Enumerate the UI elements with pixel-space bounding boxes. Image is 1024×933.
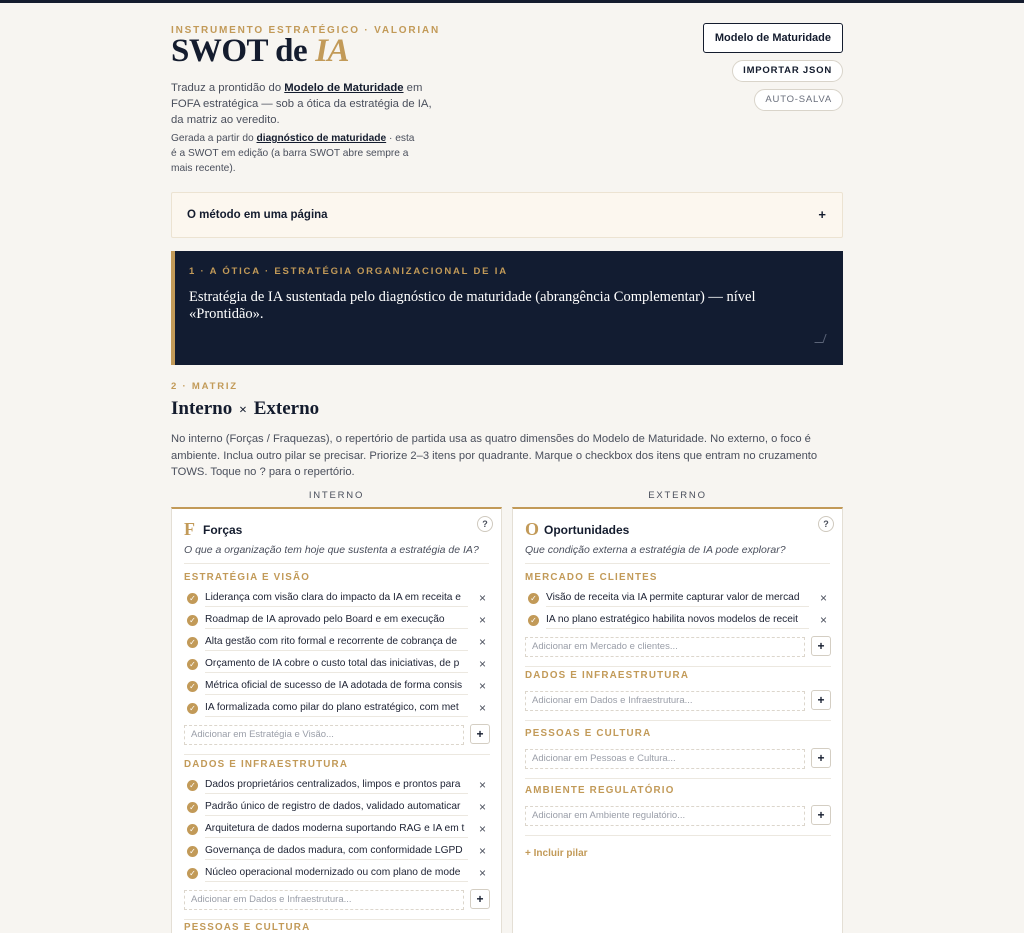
matrix-title-times: × bbox=[238, 403, 247, 418]
maturity-model-link[interactable]: Modelo de Maturidade bbox=[284, 82, 404, 94]
pillar-strategy bbox=[184, 572, 490, 755]
pillar-title: DADOS E INFRAESTRUTURA bbox=[525, 670, 690, 681]
opportunities-title: Oportunidades bbox=[544, 523, 630, 537]
divider bbox=[525, 720, 831, 721]
pillar-data bbox=[184, 759, 490, 920]
strengths-card bbox=[171, 507, 502, 933]
add-item-button[interactable]: + bbox=[811, 690, 831, 710]
opportunities-question: Que condição externa a estratégia de IA pode explorar? bbox=[525, 544, 786, 556]
divider bbox=[525, 835, 831, 836]
remove-icon[interactable]: × bbox=[478, 778, 486, 792]
add-item-button[interactable]: + bbox=[470, 889, 490, 909]
lens-textarea[interactable]: Estratégia de IA sustentada pelo diagnóstico de maturidade (abrangência Complementar) — nível «Prontidão». bbox=[189, 289, 756, 322]
resize-handle-icon[interactable] bbox=[814, 334, 826, 343]
method-accordion-label: O método em uma página bbox=[187, 209, 328, 221]
matrix-title-right: Externo bbox=[253, 398, 320, 419]
remove-icon[interactable]: × bbox=[478, 822, 486, 836]
strengths-title: Forças bbox=[203, 523, 243, 537]
checkbox-checked-icon[interactable]: ✓ bbox=[187, 846, 198, 857]
pillar-title: PESSOAS E CULTURA bbox=[525, 728, 652, 739]
maturity-model-button[interactable]: Modelo de Maturidade bbox=[703, 23, 843, 53]
add-item-input[interactable]: Adicionar em Dados e Infraestrutura... bbox=[184, 890, 464, 910]
autosave-badge: AUTO-SALVA bbox=[754, 89, 843, 111]
add-pillar-link[interactable]: + Incluir pilar bbox=[525, 848, 588, 859]
page-title bbox=[171, 33, 349, 70]
divider bbox=[184, 919, 490, 920]
item-text[interactable]: Visão de receita via IA permite capturar valor de mercad bbox=[546, 592, 809, 607]
list-item bbox=[184, 588, 490, 610]
remove-icon[interactable]: × bbox=[819, 613, 827, 627]
checkbox-checked-icon[interactable]: ✓ bbox=[528, 615, 539, 626]
remove-icon[interactable]: × bbox=[478, 613, 486, 627]
expand-icon[interactable]: + bbox=[818, 207, 826, 222]
strengths-question: O que a organização tem hoje que sustenta a estratégia de IA? bbox=[184, 544, 479, 556]
checkbox-checked-icon[interactable]: ✓ bbox=[187, 593, 198, 604]
remove-icon[interactable]: × bbox=[478, 701, 486, 715]
title-accent: IA bbox=[315, 33, 350, 69]
item-text[interactable]: Governança de dados madura, com conformidade LGPD bbox=[205, 845, 468, 860]
checkbox-checked-icon[interactable]: ✓ bbox=[187, 703, 198, 714]
list-item bbox=[184, 841, 490, 863]
opportunities-help-icon[interactable]: ? bbox=[818, 516, 834, 532]
opportunities-card bbox=[512, 507, 843, 933]
intro-text-before: Traduz a prontidão do bbox=[171, 82, 285, 94]
remove-icon[interactable]: × bbox=[478, 800, 486, 814]
list-item bbox=[184, 819, 490, 841]
list-item bbox=[184, 797, 490, 819]
intro-text bbox=[171, 80, 446, 128]
list-item bbox=[184, 632, 490, 654]
checkbox-checked-icon[interactable]: ✓ bbox=[187, 868, 198, 879]
checkbox-checked-icon[interactable]: ✓ bbox=[528, 593, 539, 604]
list-item bbox=[184, 775, 490, 797]
pillar-title: PESSOAS E CULTURA bbox=[184, 922, 311, 933]
item-text[interactable]: IA formalizada como pilar do plano estratégico, com met bbox=[205, 702, 468, 717]
opportunities-letter: O bbox=[525, 519, 540, 539]
add-item-row bbox=[184, 723, 490, 751]
checkbox-checked-icon[interactable]: ✓ bbox=[187, 637, 198, 648]
divider bbox=[184, 563, 489, 564]
lens-eyebrow: 1 · A ÓTICA · ESTRATÉGIA ORGANIZACIONAL DE IA bbox=[189, 266, 508, 277]
pillar-regulatory bbox=[525, 785, 831, 836]
intro-text-after: em FOFA estratégica — sob a ótica da estratégia de IA, da matriz ao veredito. bbox=[171, 82, 432, 126]
remove-icon[interactable]: × bbox=[819, 591, 827, 605]
list-item bbox=[184, 698, 490, 720]
add-item-button[interactable]: + bbox=[470, 724, 490, 744]
list-item bbox=[184, 654, 490, 676]
pillar-title: ESTRATÉGIA E VISÃO bbox=[184, 572, 311, 583]
add-item-input[interactable]: Adicionar em Pessoas e Cultura... bbox=[525, 749, 805, 769]
pillar-market bbox=[525, 572, 831, 667]
checkbox-checked-icon[interactable]: ✓ bbox=[187, 802, 198, 813]
matrix-title bbox=[171, 398, 319, 420]
add-item-input[interactable]: Adicionar em Mercado e clientes... bbox=[525, 637, 805, 657]
header-eyebrow: INSTRUMENTO ESTRATÉGICO · VALORIAN bbox=[171, 25, 440, 36]
add-item-row bbox=[184, 888, 490, 916]
add-item-button[interactable]: + bbox=[811, 636, 831, 656]
divider bbox=[525, 666, 831, 667]
add-item-row bbox=[525, 689, 831, 717]
strengths-help-icon[interactable]: ? bbox=[477, 516, 493, 532]
checkbox-checked-icon[interactable]: ✓ bbox=[187, 824, 198, 835]
generation-note-after: · esta é a SWOT em edição (a barra SWOT abre sempre a mais recente). bbox=[171, 133, 415, 174]
remove-icon[interactable]: × bbox=[478, 591, 486, 605]
divider bbox=[525, 778, 831, 779]
method-accordion[interactable] bbox=[171, 192, 843, 238]
matrix-description: No interno (Forças / Fraquezas), o repertório de partida usa as quatro dimensões do Modelo de Maturidade. No externo, o foco é ambiente. Inclua outro pilar se precisar. Priorize 2–3 itens por quadrante. Marque o checkbox dos itens que entram no cruzamento TOWS. Toque no ? para o repertório. bbox=[171, 433, 818, 478]
column-header-internal: INTERNO bbox=[308, 490, 365, 501]
remove-icon[interactable]: × bbox=[478, 866, 486, 880]
checkbox-checked-icon[interactable]: ✓ bbox=[187, 659, 198, 670]
checkbox-checked-icon[interactable]: ✓ bbox=[187, 780, 198, 791]
matrix-title-left: Interno bbox=[171, 398, 233, 419]
pillar-title: MERCADO E CLIENTES bbox=[525, 572, 658, 583]
pillar-title: DADOS E INFRAESTRUTURA bbox=[184, 759, 349, 770]
item-text[interactable]: Núcleo operacional modernizado ou com plano de mode bbox=[205, 867, 468, 882]
pillar-people bbox=[525, 728, 831, 779]
remove-icon[interactable]: × bbox=[478, 679, 486, 693]
top-rule bbox=[0, 0, 1024, 3]
import-json-button[interactable]: IMPORTAR JSON bbox=[732, 60, 843, 82]
matrix-eyebrow: 2 · MATRIZ bbox=[171, 381, 238, 392]
item-text[interactable]: Liderança com visão clara do impacto da IA em receita e bbox=[205, 592, 468, 607]
title-main: SWOT de bbox=[171, 33, 308, 69]
remove-icon[interactable]: × bbox=[478, 844, 486, 858]
divider bbox=[525, 563, 830, 564]
add-item-row bbox=[525, 747, 831, 775]
list-item bbox=[184, 676, 490, 698]
list-item bbox=[525, 610, 831, 632]
item-text[interactable]: Arquitetura de dados moderna suportando RAG e IA em t bbox=[205, 823, 468, 838]
pillar-people bbox=[184, 922, 490, 933]
item-text[interactable]: Padrão único de registro de dados, validado automaticar bbox=[205, 801, 468, 816]
item-text[interactable]: Alta gestão com rito formal e recorrente de cobrança de bbox=[205, 636, 468, 651]
remove-icon[interactable]: × bbox=[478, 635, 486, 649]
add-item-input[interactable]: Adicionar em Ambiente regulatório... bbox=[525, 806, 805, 826]
item-text[interactable]: Dados proprietários centralizados, limpos e prontos para bbox=[205, 779, 468, 794]
add-item-input[interactable]: Adicionar em Estratégia e Visão... bbox=[184, 725, 464, 745]
pillar-data bbox=[525, 670, 831, 721]
item-text[interactable]: Métrica oficial de sucesso de IA adotada de forma consis bbox=[205, 680, 468, 695]
column-header-external: EXTERNO bbox=[648, 490, 707, 501]
add-item-button[interactable]: + bbox=[811, 748, 831, 768]
item-text[interactable]: Orçamento de IA cobre o custo total das iniciativas, de p bbox=[205, 658, 468, 673]
divider bbox=[184, 754, 490, 755]
strengths-letter: F bbox=[184, 519, 195, 539]
lens-panel bbox=[171, 251, 843, 365]
item-text[interactable]: Roadmap de IA aprovado pelo Board e em execução bbox=[205, 614, 468, 629]
add-item-button[interactable]: + bbox=[811, 805, 831, 825]
add-item-row bbox=[525, 635, 831, 663]
maturity-diagnosis-link[interactable]: diagnóstico de maturidade bbox=[256, 133, 387, 144]
list-item bbox=[184, 610, 490, 632]
checkbox-checked-icon[interactable]: ✓ bbox=[187, 615, 198, 626]
pillar-title: AMBIENTE REGULATÓRIO bbox=[525, 785, 675, 796]
checkbox-checked-icon[interactable]: ✓ bbox=[187, 681, 198, 692]
remove-icon[interactable]: × bbox=[478, 657, 486, 671]
item-text[interactable]: IA no plano estratégico habilita novos modelos de receit bbox=[546, 614, 809, 629]
add-item-row bbox=[525, 804, 831, 832]
generation-note bbox=[171, 131, 416, 176]
list-item bbox=[525, 588, 831, 610]
generation-note-before: Gerada a partir do bbox=[171, 133, 257, 144]
list-item bbox=[184, 863, 490, 885]
add-item-input[interactable]: Adicionar em Dados e Infraestrutura... bbox=[525, 691, 805, 711]
